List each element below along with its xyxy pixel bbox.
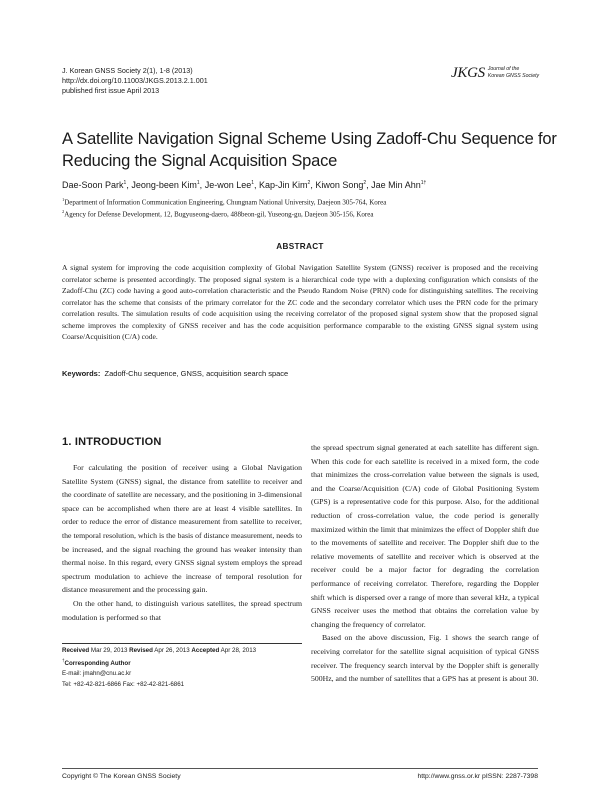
- section-heading: 1. INTRODUCTION: [62, 436, 162, 448]
- author-list: Dae-Soon Park$^1$, Jeong-been Kim$^1$, Je-won Lee$^1$, Kap-Jin Kim$^2$, Kiwon Song$^2$, Jae Min Ahn$^{1\dagger}$: [62, 180, 427, 190]
- journal-logo: [451, 64, 561, 84]
- doi-link[interactable]: http://dx.doi.org/10.11003/JKGS.2013.2.1.001: [62, 76, 208, 85]
- footer-copyright: Copyright © The Korean GNSS Society: [62, 773, 181, 780]
- author-affil-mark: 2: [307, 180, 311, 186]
- author-affil-mark: 2: [363, 180, 367, 186]
- author: Dae-Soon Park: [62, 180, 124, 190]
- author: Jae Min Ahn: [371, 180, 421, 190]
- body-paragraph: the spread spectrum signal generated at each satellite has different sign. When this code for each satellite is received in a mixed form, the code that minimizes the cross-correlation value between the signals is used, and the Coarse/Acquisition (C/A) code of Global Positioning System (GPS) is a representative code for this purpose. Also, for the additional reduction of cross-correlation value, the code period is generally maximized within the limit that minimizes the effect of Doppler shift due to the movements of satellite and receiver. The Doppler shift due to the relative movements of satellite and receiver which is observed at the receiver could be a major factor for degrading the correlation performance of receiving correlator. Therefore, regarding the Doppler shift which is dispersed over a range of more than several kHz, a typical GNSS receiver uses the method that obtains the correlation value by changing the frequency of correlator.: [311, 443, 539, 629]
- author: Kap-Jin Kim: [259, 180, 308, 190]
- left-column: [62, 461, 302, 624]
- journal-header: [62, 66, 208, 96]
- author-phone: Tel: +82-42-821-6866 Fax: +82-42-821-6861: [62, 680, 185, 688]
- abstract-text: A signal system for improving the code acquisition complexity of Global Navigation Satellite System (GNSS) receiver is proposed and the receiving correlator scheme is presented accordingly. The proposed signal system is a hierarchical code type with a duplexing configuration which consists of the Zadoff-Chu (ZC) code having a good auto-correlation characteristic and the Pseudo Random Noise (PRN) code for distinguishing satellites. The receiving correlator has the scheme that consists of the primary correlator for the ZC code and the secondary correlator which uses the PRN code for the primary correlation results. The simulation results of code acquisition using the receiving correlator of the proposed signal system show that the proposed signal scheme improves the complexity of GNSS receiver and has the code acquisition performance comparable to the existing GNSS signal system using Coarse/Acquisition (C/A) code.: [62, 263, 538, 341]
- author-affil-mark: 1: [251, 180, 254, 186]
- author: Kiwon Song: [315, 180, 364, 190]
- footnote-divider: [62, 643, 302, 644]
- footer-url[interactable]: http://www.gnss.or.kr pISSN: 2287-7398: [417, 773, 538, 780]
- keywords-text: Zadoff-Chu sequence, GNSS, acquisition search space: [104, 369, 289, 378]
- body-paragraph: On the other hand, to distinguish various satellites, the spread spectrum modulation is performed so that: [62, 598, 302, 622]
- author: Je-won Lee: [204, 180, 252, 190]
- logo-line-1: Journal of the: [487, 66, 520, 72]
- author-email[interactable]: E-mail: jmahn@cnu.ac.kr: [62, 670, 132, 678]
- footer-divider: [62, 768, 538, 769]
- right-column: [311, 441, 539, 686]
- affiliation-2: $^2$Agency for Defense Development, 12, Bugyuseong-daero, 488beon-gil, Yuseong-gu, Daejeon 305-156, Korea: [62, 209, 374, 219]
- body-paragraph: For calculating the position of receiver using a Global Navigation Satellite System (GNSS) signal, the distance from satellite to receiver and the coordinate of satellite are necessary, and the positioning in 3-dimensional space can be accomplished when there are at least 4 visible satellites. In order to reduce the error of distance measurement from satellite to receiver, the temporal resolution, which is the basis of distance measurement, needs to be increased, and the signal reaching the ground has weaker intensity than thermal noise. In this regard, every GNSS signal system employs the spread spectrum modulation to achieve the increase of temporal resolution for distance measurement and the processing gain.: [62, 463, 302, 595]
- keywords-label: Keywords:: [62, 369, 101, 378]
- journal-citation: J. Korean GNSS Society 2(1), 1-8 (2013): [62, 66, 193, 75]
- affiliations: [62, 195, 386, 220]
- author-affil-mark: 1: [196, 180, 200, 186]
- author-affil-mark: 1†: [420, 180, 427, 186]
- logo-line-2: Korean GNSS Society: [487, 72, 540, 79]
- manuscript-dates: Received Mar 29, 2013 Revised Apr 26, 2013 Accepted Apr 28, 2013: [62, 647, 257, 654]
- author: Jeong-been Kim: [131, 180, 197, 190]
- footnote: [62, 646, 256, 690]
- author-affil-mark: 1: [123, 180, 127, 186]
- abstract-heading: ABSTRACT: [276, 242, 324, 251]
- publication-note: published first issue April 2013: [62, 86, 160, 95]
- keywords: [62, 369, 288, 378]
- corresponding-author: †Corresponding Author: [62, 658, 131, 668]
- logo-abbreviation: JKGS: [451, 65, 485, 81]
- affiliation-1: $^1$Department of Information Communication Engineering, Chungnam National University, Daejeon 305-764, Korea: [62, 197, 387, 207]
- paper-title: A Satellite Navigation Signal Scheme Using Zadoff-Chu Sequence for Reducing the Signal Acquisition Space: [62, 130, 557, 170]
- body-paragraph: Based on the above discussion, Fig. 1 shows the search range of receiving correlator for the satellite signal acquisition of typical GNSS receiver. The frequency search interval by the Doppler shift is generally 500Hz, and the number of satellites that a GPS has at present is about 30.: [311, 633, 539, 684]
